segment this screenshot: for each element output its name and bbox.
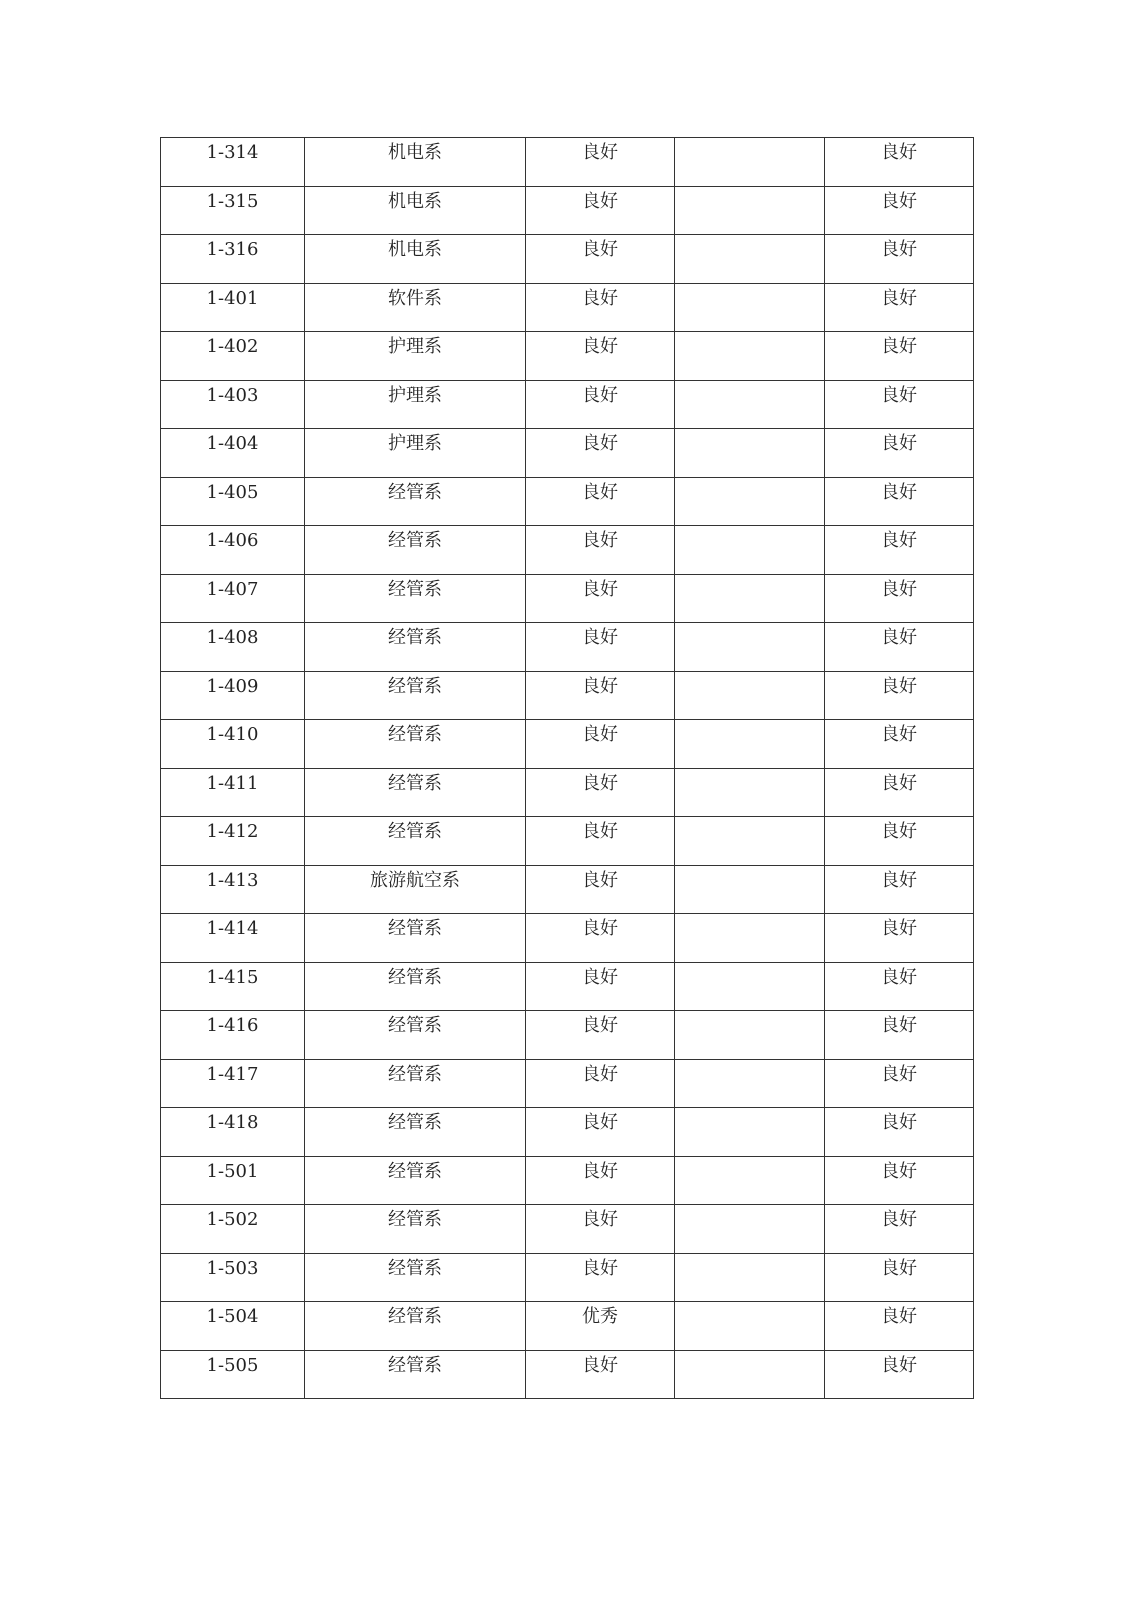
rating-a-cell-text: 良好	[582, 142, 618, 163]
rating-c-cell-text: 良好	[881, 530, 917, 551]
room-number-cell	[161, 962, 305, 1011]
room-number-cell	[161, 138, 305, 187]
department-cell-text: 经管系	[388, 578, 442, 600]
rating-a-cell	[526, 817, 675, 866]
rating-c-cell-text: 良好	[881, 1354, 917, 1376]
room-number-cell-text: 1-503	[206, 1257, 259, 1279]
rating-a-cell-text: 良好	[582, 530, 618, 551]
department-cell-text: 护理系	[388, 336, 442, 357]
department-cell-text: 经管系	[388, 1257, 442, 1279]
table-row	[161, 1302, 974, 1351]
table-row	[161, 429, 974, 478]
room-number-cell	[161, 429, 305, 478]
rating-c-cell-text: 良好	[881, 287, 917, 309]
rating-c-cell-text: 良好	[881, 1209, 917, 1230]
rating-a-cell-text: 良好	[582, 1354, 618, 1376]
rating-a-cell	[526, 332, 675, 381]
room-number-cell	[161, 1205, 305, 1254]
rating-c-cell	[825, 1253, 974, 1302]
rating-a-cell	[526, 283, 675, 332]
room-number-cell-text: 1-505	[206, 1354, 259, 1376]
department-cell	[305, 332, 526, 381]
rating-a-cell-text: 良好	[582, 190, 618, 212]
room-number-cell-text: 1-413	[206, 869, 259, 891]
rating-c-cell-text: 良好	[881, 1063, 917, 1085]
rating-b-cell	[675, 720, 825, 769]
rating-a-cell-text: 良好	[582, 869, 618, 891]
rating-c-cell-text: 良好	[881, 239, 917, 260]
rating-c-cell	[825, 817, 974, 866]
rating-c-cell-text: 良好	[881, 1112, 917, 1133]
room-number-cell-text: 1-416	[206, 1015, 259, 1036]
room-number-cell	[161, 1350, 305, 1399]
table-row	[161, 186, 974, 235]
rating-a-cell-text: 良好	[582, 481, 618, 503]
rating-b-cell	[675, 962, 825, 1011]
table-row	[161, 1253, 974, 1302]
department-cell-text: 经管系	[388, 1063, 442, 1085]
room-number-cell-text: 1-411	[206, 772, 259, 794]
department-cell	[305, 186, 526, 235]
rating-c-cell	[825, 283, 974, 332]
department-cell-text: 经管系	[388, 724, 442, 745]
department-cell-text: 机电系	[388, 142, 442, 163]
department-cell-text: 机电系	[388, 239, 442, 260]
table-row	[161, 235, 974, 284]
rating-a-cell-text: 优秀	[582, 1306, 618, 1327]
rating-a-cell-text: 良好	[582, 1160, 618, 1182]
rating-b-cell	[675, 1205, 825, 1254]
room-number-cell	[161, 671, 305, 720]
rating-a-cell	[526, 526, 675, 575]
rating-a-cell	[526, 235, 675, 284]
department-cell-text: 经管系	[388, 918, 442, 939]
rating-a-cell-text: 良好	[582, 821, 618, 842]
rating-b-cell	[675, 768, 825, 817]
rating-a-cell	[526, 429, 675, 478]
rating-a-cell	[526, 914, 675, 963]
rating-c-cell	[825, 1108, 974, 1157]
table-row	[161, 671, 974, 720]
rating-b-cell	[675, 1350, 825, 1399]
department-cell	[305, 526, 526, 575]
table-row	[161, 477, 974, 526]
rating-c-cell-text: 良好	[881, 869, 917, 891]
room-number-cell-text: 1-410	[206, 724, 259, 745]
room-number-cell-text: 1-406	[206, 530, 259, 551]
room-number-cell-text: 1-404	[206, 433, 259, 454]
department-cell	[305, 962, 526, 1011]
room-number-cell	[161, 1059, 305, 1108]
rating-c-cell	[825, 671, 974, 720]
rating-a-cell	[526, 574, 675, 623]
department-cell	[305, 380, 526, 429]
room-number-cell-text: 1-502	[206, 1209, 259, 1230]
rating-c-cell-text: 良好	[881, 336, 917, 357]
table-row	[161, 1156, 974, 1205]
rating-a-cell	[526, 1302, 675, 1351]
department-cell-text: 经管系	[388, 772, 442, 794]
rating-a-cell	[526, 1011, 675, 1060]
rating-a-cell-text: 良好	[582, 1257, 618, 1279]
room-number-cell	[161, 914, 305, 963]
room-number-cell-text: 1-414	[206, 918, 259, 939]
department-cell-text: 旅游航空系	[370, 869, 460, 891]
rating-c-cell	[825, 720, 974, 769]
rating-a-cell	[526, 1253, 675, 1302]
department-cell-text: 经管系	[388, 1015, 442, 1036]
department-cell	[305, 574, 526, 623]
rating-c-cell	[825, 768, 974, 817]
rating-a-cell	[526, 380, 675, 429]
department-cell	[305, 1156, 526, 1205]
department-cell-text: 经管系	[388, 1209, 442, 1230]
department-cell-text: 经管系	[388, 530, 442, 551]
rating-b-cell	[675, 380, 825, 429]
rating-c-cell-text: 良好	[881, 481, 917, 503]
room-number-cell	[161, 1156, 305, 1205]
department-cell	[305, 138, 526, 187]
rating-a-cell-text: 良好	[582, 724, 618, 745]
rating-a-cell-text: 良好	[582, 675, 618, 697]
rating-b-cell	[675, 914, 825, 963]
rating-a-cell	[526, 720, 675, 769]
department-cell	[305, 1059, 526, 1108]
rating-c-cell	[825, 623, 974, 672]
rating-a-cell-text: 良好	[582, 578, 618, 600]
table-row	[161, 914, 974, 963]
rating-b-cell	[675, 138, 825, 187]
department-cell-text: 机电系	[388, 190, 442, 212]
rating-b-cell	[675, 1108, 825, 1157]
rating-c-cell-text: 良好	[881, 724, 917, 745]
rating-c-cell	[825, 1205, 974, 1254]
room-number-cell-text: 1-401	[206, 287, 259, 309]
rating-c-cell	[825, 574, 974, 623]
room-number-cell	[161, 186, 305, 235]
room-number-cell	[161, 380, 305, 429]
department-cell-text: 经管系	[388, 675, 442, 697]
table-row	[161, 1108, 974, 1157]
rating-a-cell	[526, 477, 675, 526]
department-cell	[305, 1205, 526, 1254]
rating-c-cell	[825, 1059, 974, 1108]
room-number-cell	[161, 283, 305, 332]
department-cell-text: 经管系	[388, 1306, 442, 1327]
room-number-cell	[161, 720, 305, 769]
rating-a-cell-text: 良好	[582, 772, 618, 794]
rating-b-cell	[675, 1253, 825, 1302]
rating-c-cell	[825, 380, 974, 429]
rating-b-cell	[675, 1059, 825, 1108]
rating-a-cell	[526, 138, 675, 187]
room-number-cell	[161, 1302, 305, 1351]
room-number-cell-text: 1-403	[206, 384, 259, 406]
rating-c-cell-text: 良好	[881, 627, 917, 648]
dorm-rating-table	[160, 137, 974, 1399]
rating-b-cell	[675, 235, 825, 284]
rating-b-cell	[675, 817, 825, 866]
rating-c-cell	[825, 962, 974, 1011]
rating-b-cell	[675, 332, 825, 381]
rating-a-cell	[526, 1108, 675, 1157]
room-number-cell-text: 1-314	[206, 142, 259, 163]
department-cell	[305, 865, 526, 914]
rating-c-cell	[825, 477, 974, 526]
table-row	[161, 768, 974, 817]
department-cell	[305, 283, 526, 332]
rating-c-cell	[825, 332, 974, 381]
rating-a-cell-text: 良好	[582, 287, 618, 309]
rating-c-cell	[825, 914, 974, 963]
rating-a-cell-text: 良好	[582, 239, 618, 260]
room-number-cell-text: 1-501	[206, 1160, 259, 1182]
table-body	[161, 138, 974, 1399]
rating-b-cell	[675, 671, 825, 720]
rating-a-cell	[526, 1205, 675, 1254]
department-cell	[305, 1253, 526, 1302]
rating-c-cell	[825, 526, 974, 575]
room-number-cell	[161, 1011, 305, 1060]
room-number-cell-text: 1-415	[206, 966, 259, 988]
department-cell	[305, 1011, 526, 1060]
department-cell-text: 经管系	[388, 627, 442, 648]
room-number-cell-text: 1-412	[206, 821, 259, 842]
rating-a-cell	[526, 962, 675, 1011]
room-number-cell-text: 1-408	[206, 627, 259, 648]
rating-c-cell	[825, 865, 974, 914]
table-row	[161, 1011, 974, 1060]
table-row	[161, 1059, 974, 1108]
rating-c-cell	[825, 235, 974, 284]
rating-a-cell	[526, 623, 675, 672]
rating-a-cell-text: 良好	[582, 1015, 618, 1036]
department-cell	[305, 477, 526, 526]
rating-b-cell	[675, 1011, 825, 1060]
department-cell	[305, 623, 526, 672]
department-cell	[305, 671, 526, 720]
table-row	[161, 138, 974, 187]
rating-c-cell-text: 良好	[881, 1257, 917, 1279]
department-cell-text: 经管系	[388, 821, 442, 842]
room-number-cell-text: 1-417	[206, 1063, 259, 1085]
department-cell	[305, 1350, 526, 1399]
department-cell-text: 经管系	[388, 966, 442, 988]
rating-c-cell-text: 良好	[881, 1160, 917, 1182]
rating-c-cell-text: 良好	[881, 772, 917, 794]
department-cell	[305, 914, 526, 963]
rating-c-cell-text: 良好	[881, 1306, 917, 1327]
department-cell-text: 经管系	[388, 481, 442, 503]
department-cell	[305, 768, 526, 817]
room-number-cell	[161, 865, 305, 914]
table-row	[161, 1205, 974, 1254]
room-number-cell	[161, 332, 305, 381]
rating-c-cell	[825, 186, 974, 235]
table-row	[161, 526, 974, 575]
room-number-cell-text: 1-407	[206, 578, 259, 600]
rating-b-cell	[675, 526, 825, 575]
rating-c-cell-text: 良好	[881, 142, 917, 163]
table-row	[161, 623, 974, 672]
rating-b-cell	[675, 186, 825, 235]
rating-a-cell-text: 良好	[582, 1112, 618, 1133]
table-row	[161, 720, 974, 769]
rating-c-cell-text: 良好	[881, 821, 917, 842]
rating-c-cell-text: 良好	[881, 1015, 917, 1036]
rating-a-cell	[526, 186, 675, 235]
room-number-cell-text: 1-504	[206, 1306, 259, 1327]
rating-a-cell-text: 良好	[582, 627, 618, 648]
room-number-cell	[161, 235, 305, 284]
room-number-cell-text: 1-315	[206, 190, 259, 212]
rating-c-cell-text: 良好	[881, 578, 917, 600]
rating-c-cell-text: 良好	[881, 675, 917, 697]
room-number-cell	[161, 1108, 305, 1157]
rating-a-cell	[526, 671, 675, 720]
table-row	[161, 574, 974, 623]
rating-c-cell-text: 良好	[881, 384, 917, 406]
rating-a-cell	[526, 768, 675, 817]
rating-b-cell	[675, 1302, 825, 1351]
rating-c-cell	[825, 1156, 974, 1205]
room-number-cell-text: 1-402	[206, 336, 259, 357]
department-cell-text: 经管系	[388, 1160, 442, 1182]
table-row	[161, 283, 974, 332]
rating-a-cell-text: 良好	[582, 1063, 618, 1085]
department-cell-text: 护理系	[388, 433, 442, 454]
table-row	[161, 332, 974, 381]
rating-c-cell	[825, 1302, 974, 1351]
room-number-cell	[161, 623, 305, 672]
rating-b-cell	[675, 574, 825, 623]
rating-c-cell	[825, 138, 974, 187]
department-cell-text: 经管系	[388, 1354, 442, 1376]
room-number-cell	[161, 768, 305, 817]
department-cell-text: 经管系	[388, 1112, 442, 1133]
rating-b-cell	[675, 477, 825, 526]
rating-a-cell	[526, 1156, 675, 1205]
room-number-cell	[161, 477, 305, 526]
table-row	[161, 865, 974, 914]
rating-c-cell	[825, 1011, 974, 1060]
room-number-cell-text: 1-409	[206, 675, 259, 697]
rating-b-cell	[675, 1156, 825, 1205]
rating-a-cell-text: 良好	[582, 336, 618, 357]
rating-a-cell-text: 良好	[582, 433, 618, 454]
rating-c-cell-text: 良好	[881, 433, 917, 454]
rating-c-cell-text: 良好	[881, 918, 917, 939]
department-cell	[305, 1108, 526, 1157]
department-cell-text: 护理系	[388, 384, 442, 406]
rating-c-cell-text: 良好	[881, 190, 917, 212]
room-number-cell	[161, 526, 305, 575]
room-number-cell	[161, 574, 305, 623]
rating-c-cell	[825, 1350, 974, 1399]
department-cell	[305, 720, 526, 769]
room-number-cell-text: 1-316	[206, 239, 259, 260]
room-number-cell-text: 1-405	[206, 481, 259, 503]
department-cell	[305, 429, 526, 478]
rating-c-cell	[825, 429, 974, 478]
rating-a-cell	[526, 865, 675, 914]
rating-b-cell	[675, 865, 825, 914]
table-row	[161, 380, 974, 429]
rating-a-cell-text: 良好	[582, 966, 618, 988]
rating-a-cell	[526, 1059, 675, 1108]
rating-b-cell	[675, 623, 825, 672]
rating-a-cell-text: 良好	[582, 384, 618, 406]
rating-a-cell	[526, 1350, 675, 1399]
room-number-cell	[161, 1253, 305, 1302]
department-cell	[305, 1302, 526, 1351]
rating-c-cell-text: 良好	[881, 966, 917, 988]
rating-a-cell-text: 良好	[582, 918, 618, 939]
table-row	[161, 1350, 974, 1399]
room-number-cell-text: 1-418	[206, 1112, 259, 1133]
rating-b-cell	[675, 283, 825, 332]
table-row	[161, 817, 974, 866]
table-row	[161, 962, 974, 1011]
department-cell	[305, 235, 526, 284]
rating-b-cell	[675, 429, 825, 478]
department-cell	[305, 817, 526, 866]
rating-a-cell-text: 良好	[582, 1209, 618, 1230]
department-cell-text: 软件系	[388, 287, 442, 309]
room-number-cell	[161, 817, 305, 866]
